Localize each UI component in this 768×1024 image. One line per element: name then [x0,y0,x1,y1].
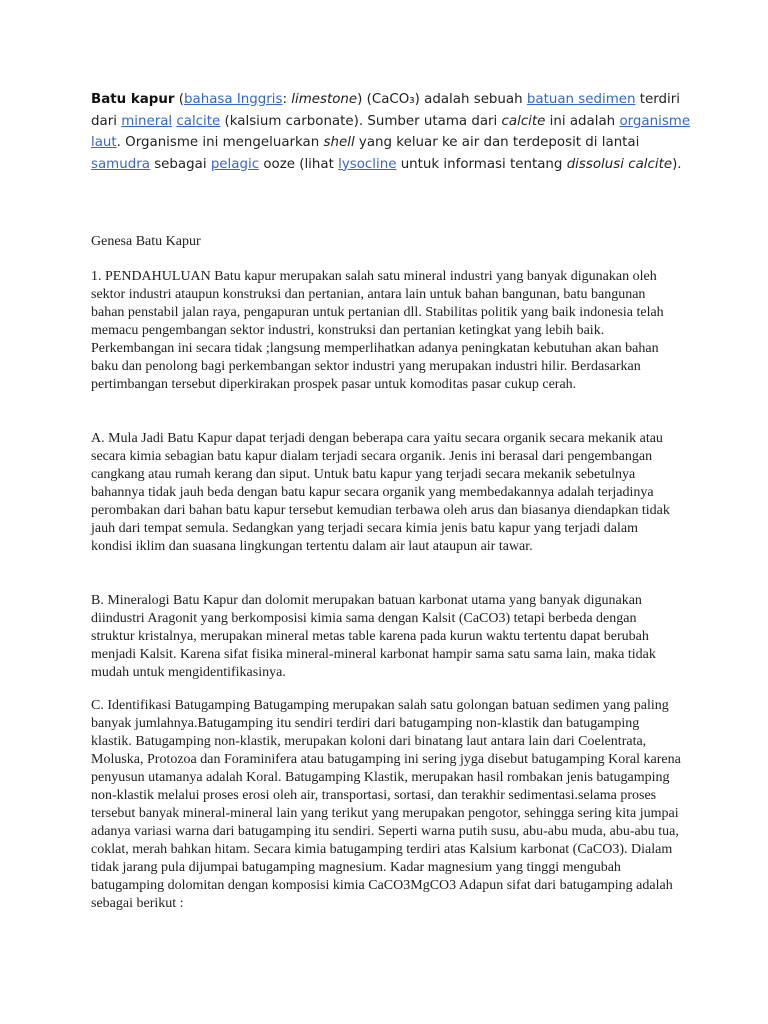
calcite-italic: calcite [501,113,546,129]
intro-text: : [282,92,292,107]
intro-text: . Organisme ini mengeluarkan [116,135,324,150]
link-organisme-laut[interactable]: organisme laut [91,113,691,150]
section-heading: Genesa Batu Kapur [91,234,201,249]
link-lysocline[interactable]: lysocline [338,156,397,172]
link-samudra[interactable]: samudra [91,156,150,172]
intro-text: ooze (lihat [259,156,339,172]
intro-text: yang keluar ke air dan terdeposit di lantai [354,135,640,150]
limestone-italic: limestone [291,92,358,107]
term-batu-kapur: Batu kapur [91,92,175,107]
intro-text: (kalsium carbonate). Sumber utama dari [220,113,502,129]
paragraph-mula-jadi: A. Mula Jadi Batu Kapur dapat terjadi dengan beberapa cara yaitu secara organik secara mekanik atau secara kimia sebagian batu kapur dialam terjadi secara organik. Jenis ini berasal dari pengembangan cangkang atau rumah kerang dan siput. Untuk batu kapur yang terjadi secara mekanik sebetulnya bahannya tidak jauh beda dengan batu kapur secara organik yang membedakannya adalah terjadinya perombakan dari bahan batu kapur tersebut kemudian terbawa oleh arus dan biasanya diendapkan tidak jauh dari tempat semula. Sedangkan yang terjadi secara kimia jenis batu kapur yang terjadi dalam kondisi iklim dan suasana lingkungan tertentu dalam air laut ataupun air tawar. [91,431,670,554]
dissolusi-calcite-italic: dissolusi calcite [566,156,673,172]
link-mineral[interactable]: mineral [121,113,173,129]
intro-text: ( [174,92,184,107]
intro-text: ) (CaCO₃) adalah sebuah [357,92,527,107]
intro-text: ). [672,156,682,172]
intro-text: untuk informasi tentang [396,156,567,172]
link-bahasa-inggris[interactable]: bahasa Inggris [184,92,283,107]
paragraph-pendahuluan: 1. PENDAHULUAN Batu kapur merupakan salah satu mineral industri yang banyak digunakan oleh sektor industri ataupun konstruksi dan pertanian, antara lain untuk bahan bangunan, batu bangunan bahan penstabil jalan raya, pengapuran untuk pertanian dll. Stabilitas politik yang baik indonesia telah memacu pengembangan sektor industri, konstruksi dan pertanian ketingkat yang lebih baik. Perkembangan ini secara tidak ;langsung memperlihatkan adanya peningkatan kebutuhan akan bahan baku dan penolong bagi perkembangan sektor industri yang merupakan industri hilir. Berdasarkan pertimbangan tersebut diperkirakan prospek pasar untuk komoditas pasar cukup cerah. [91,269,664,392]
link-calcite[interactable]: calcite [176,113,221,129]
paragraph-identifikasi: C. Identifikasi Batugamping Batugamping merupakan salah satu golongan batuan sedimen yang paling banyak jumlahnya.Batugamping itu sendiri terdiri dari batugamping non-klastik dan batugamping klastik. Batugamping non-klastik, merupakan koloni dari binatang laut antara lain dari Coelentrata, Moluska, Protozoa dan Foraminifera atau batugamping ini sering jyga disebut batugamping Koral karena penyusun utamanya adalah Koral. Batugamping Klastik, merupakan hasil rombakan jenis batugamping non-klastik melalui proses erosi oleh air, transportasi, sortasi, dan terakhir sedimentasi.selama proses tersebut banyak mineral-mineral lain yang terikut yang merupakan pengotor, sehingga sering kita jumpai adanya variasi warna dari batugamping itu sendiri. Seperti warna putih susu, abu-abu muda, abu-abu tua, coklat, merah bahkan hitam. Secara kimia batugamping terdiri atas Kalsium karbonat (CaCO3). Dialam tidak jarang pula dijumpai batugamping magnesium. Kadar magnesium yang tinggi mengubah batugamping dolomitan dengan komposisi kimia CaCO3MgCO3 Adapun sifat dari batugamping adalah sebagai berikut : [91,698,681,911]
link-batuan-sedimen[interactable]: batuan sedimen [526,92,636,107]
shell-italic: shell [323,135,355,150]
intro-text: terdiri dari [91,92,680,129]
link-pelagic[interactable]: pelagic [210,156,260,172]
paragraph-mineralogi: B. Mineralogi Batu Kapur dan dolomit merupakan batuan karbonat utama yang banyak digunakan diindustri Aragonit yang berkomposisi kimia sama dengan Kalsit (CaCO3) tetapi berbeda dengan struktur kristalnya, merupakan mineral metas table karena pada kurun waktu tertentu dapat berubah menjadi Kalsit. Karena sifat fisika mineral-mineral karbonat hampir sama satu sama lain, maka tidak mudah untuk mengidentifikasinya. [91,593,656,680]
intro-paragraph [91,89,691,175]
intro-text: sebagai [149,156,211,172]
intro-text: ini adalah [545,113,620,129]
